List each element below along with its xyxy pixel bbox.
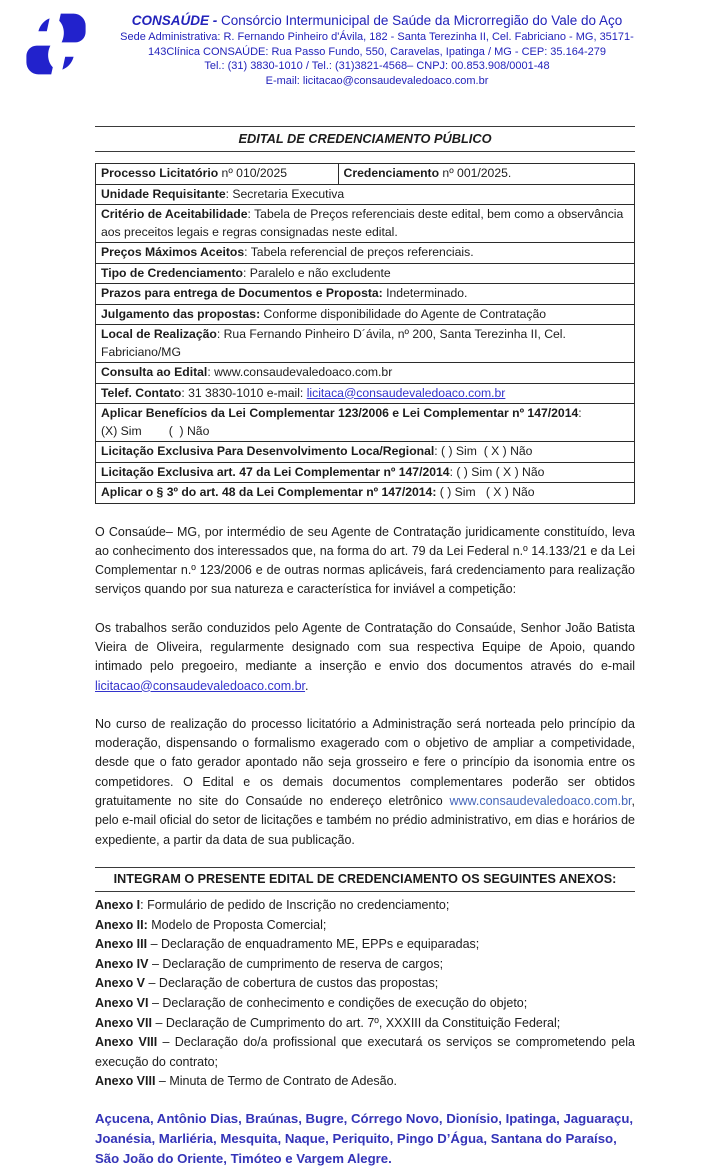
- table-row: [96, 205, 635, 243]
- row-value: : www.consaudevaledoaco.com.br: [207, 365, 393, 379]
- row-label: Tipo de Credenciamento: [101, 265, 243, 280]
- municipalities-footer: Açucena, Antônio Dias, Braúnas, Bugre, Córrego Novo, Dionísio, Ipatinga, Jaguaraçu, Joanésia, Marliéria, Mesquita, Naque, Periquito, Pingo D’Água, Santana do Paraíso, São João do Oriente, Timóteo e Vargem Alegre.: [95, 1110, 634, 1166]
- list-item: Anexo III – Declaração de enquadramento ME, EPPs e equiparadas;: [95, 937, 480, 952]
- table-row: [96, 483, 635, 504]
- paragraph-agente: [95, 619, 635, 696]
- table-row: [96, 304, 635, 325]
- row-label: Unidade Requisitante: [101, 186, 226, 201]
- anexos-list: [95, 896, 635, 1092]
- row-label: Local de Realização: [101, 327, 217, 341]
- table-row: [96, 284, 635, 305]
- row-label: Aplicar o § 3º do art. 48 da Lei Complementar nº 147/2014:: [101, 485, 437, 499]
- row-value: : ( ) Sim ( X ) Não: [434, 444, 533, 458]
- paragraph-text: No curso de realização do processo licitatório a Administração será norteada pelo princípio da moderação, dispensando o formalismo exagerado com o objetivo de ampliar a competividade, desde que o fato gerador apontado não seja grosseiro e fere o princípio da isonomia entre os competidores. O Edital e os demais documentos complementares poderão ser obtidos gratuitamente no site do Consaúde no endereço eletrônico: [95, 716, 635, 809]
- anexos-heading: INTEGRAM O PRESENTE EDITAL DE CREDENCIAMENTO OS SEGUINTES ANEXOS:: [95, 867, 635, 892]
- row-value: : Tabela de Preços referenciais deste edital, bem como a observância aos preceitos legais e regras consignadas neste edital.: [101, 207, 624, 239]
- document-header: [0, 0, 724, 112]
- row-value: : Paralelo e não excludente: [243, 265, 391, 280]
- credenciamento-label: Credenciamento: [343, 166, 440, 180]
- row-label: Prazos para entrega de Documentos e Proposta:: [101, 286, 383, 300]
- row-label: Licitação Exclusiva Para Desenvolvimento Loca/Regional: [101, 444, 435, 458]
- processo-cell: [96, 164, 339, 185]
- table-row: [96, 184, 635, 205]
- table-row: [96, 462, 635, 483]
- paragraph-text: Os trabalhos serão conduzidos pelo Agente de Contratação do Consaúde, Senhor João Batista Vieira de Oliveira, regularmente designado com sua respectiva Equipe de Apoio, quando intimado pelo pregoeiro, mediante a inserção e envio dos documentos através do e-mail: [95, 620, 635, 674]
- address-line-2: 143Clínica CONSAÚDE: Rua Passo Fundo, 550, Caravelas, Ipatinga / MG - CEP: 35.164-279: [148, 45, 606, 58]
- list-item: Anexo V – Declaração de cobertura de custos das propostas;: [95, 976, 439, 991]
- table-row-contato: [96, 383, 635, 404]
- row-value: Indeterminado.: [382, 286, 468, 300]
- table-row-beneficios: [96, 404, 635, 442]
- consaude-logo: [16, 4, 96, 84]
- row-colon: :: [578, 406, 582, 420]
- paragraph-text: , pelo e-mail oficial do setor de licitações e também no prédio administrativo, em dias e horários de expediente, a partir da data de sua publicação.: [95, 794, 635, 847]
- beneficios-options: (X) Sim ( ) Não: [101, 423, 210, 438]
- document-body: [95, 126, 635, 1169]
- list-item: Anexo II: Modelo de Proposta Comercial;: [95, 917, 327, 932]
- paragraph-processo: [95, 715, 635, 850]
- table-row: [96, 164, 635, 185]
- list-item: Anexo VIII – Declaração do/a profissional que executará os serviços se comprometendo pela execução do contrato;: [95, 1035, 635, 1069]
- row-value: ( ) Sim ( X ) Não: [436, 485, 535, 499]
- row-label: Critério de Aceitabilidade: [101, 207, 248, 221]
- document-title: EDITAL DE CREDENCIAMENTO PÚBLICO: [238, 131, 492, 146]
- row-value: : ( ) Sim ( X ) Não: [449, 464, 545, 479]
- consaude-logo-icon: [16, 4, 96, 84]
- org-title: [90, 12, 664, 30]
- processo-label: Processo Licitatório: [101, 166, 219, 180]
- list-item: Anexo VIII – Minuta de Termo de Contrato de Adesão.: [95, 1074, 398, 1089]
- org-subtitle: Consórcio Intermunicipal de Saúde da Microrregião do Vale do Aço: [217, 13, 623, 28]
- paragraph-text: .: [305, 678, 309, 693]
- row-value: : Secretaria Executiva: [225, 186, 345, 201]
- table-row: [96, 243, 635, 264]
- table-row: [96, 263, 635, 284]
- title-rule-bottom: [95, 151, 635, 152]
- list-item: Anexo IV – Declaração de cumprimento de reserva de cargos;: [95, 956, 444, 971]
- header-email-link[interactable]: licitacao@consaudevaledoaco.com.br: [302, 74, 489, 87]
- row-label: Aplicar Benefícios da Lei Complementar 123/2006 e Lei Complementar nº 147/2014: [101, 406, 579, 420]
- row-value: : 31 3830-1010 e-mail:: [181, 385, 307, 400]
- row-value: : Rua Fernando Pinheiro D´ávila, nº 200, Santa Terezinha II, Cel. Fabriciano/MG: [101, 327, 566, 359]
- row-label: Preços Máximos Aceitos: [101, 245, 245, 259]
- org-name: CONSAÚDE -: [131, 13, 218, 28]
- title-block: [95, 126, 635, 152]
- contato-email-link[interactable]: licitaca@consaudevaledoaco.com.br: [306, 385, 506, 400]
- process-info-table: [95, 163, 635, 504]
- list-item: Anexo VII – Declaração de Cumprimento do art. 7º, XXXIII da Constituição Federal;: [95, 1015, 561, 1030]
- row-label: Telef. Contato: [101, 385, 182, 400]
- row-label: Licitação Exclusiva art. 47 da Lei Complementar nº 147/2014: [101, 464, 450, 479]
- row-label: Julgamento das propostas:: [101, 306, 261, 321]
- website-link[interactable]: www.consaudevaledoaco.com.br: [449, 794, 632, 809]
- table-row: [96, 363, 635, 384]
- header-text-block: [0, 12, 724, 88]
- processo-value: nº 010/2025: [218, 166, 288, 180]
- email-line: [90, 74, 664, 89]
- email-label: E-mail:: [265, 74, 303, 87]
- row-value: Conforme disponibilidade do Agente de Contratação: [260, 306, 547, 321]
- row-label: Consulta ao Edital: [101, 365, 208, 379]
- list-item: Anexo VI – Declaração de conhecimento e condições de execução do objeto;: [95, 995, 528, 1010]
- credenciamento-cell: [338, 164, 634, 185]
- table-row: [96, 325, 635, 363]
- table-row: [96, 442, 635, 463]
- address-line-1: Sede Administrativa: R. Fernando Pinheiro d'Ávila, 182 - Santa Terezinha II, Cel. Fabriciano - MG, 35171-: [120, 31, 634, 43]
- row-value: : Tabela referencial de preços referenciais.: [244, 245, 474, 259]
- licitacao-email-link[interactable]: licitacao@consaudevaledoaco.com.br: [95, 678, 306, 693]
- credenciamento-value: nº 001/2025.: [439, 166, 512, 180]
- paragraph-intro: O Consaúde– MG, por intermédio de seu Agente de Contratação juridicamente constituído, leva ao conhecimento dos interessados que, na forma do art. 79 da Lei Federal n.º 14.133/21 e da Lei Complementar n.º 123/2006 e de outras normas aplicáveis, fará credenciamento para realização serviços quando por sua natureza e característica for inviável a competição:: [95, 524, 635, 597]
- phone-cnpj-line: Tel.: (31) 3830-1010 / Tel.: (31)3821-4568– CNPJ: 00.853.908/0001-48: [204, 60, 550, 72]
- list-item: Anexo I: Formulário de pedido de Inscrição no credenciamento;: [95, 897, 450, 912]
